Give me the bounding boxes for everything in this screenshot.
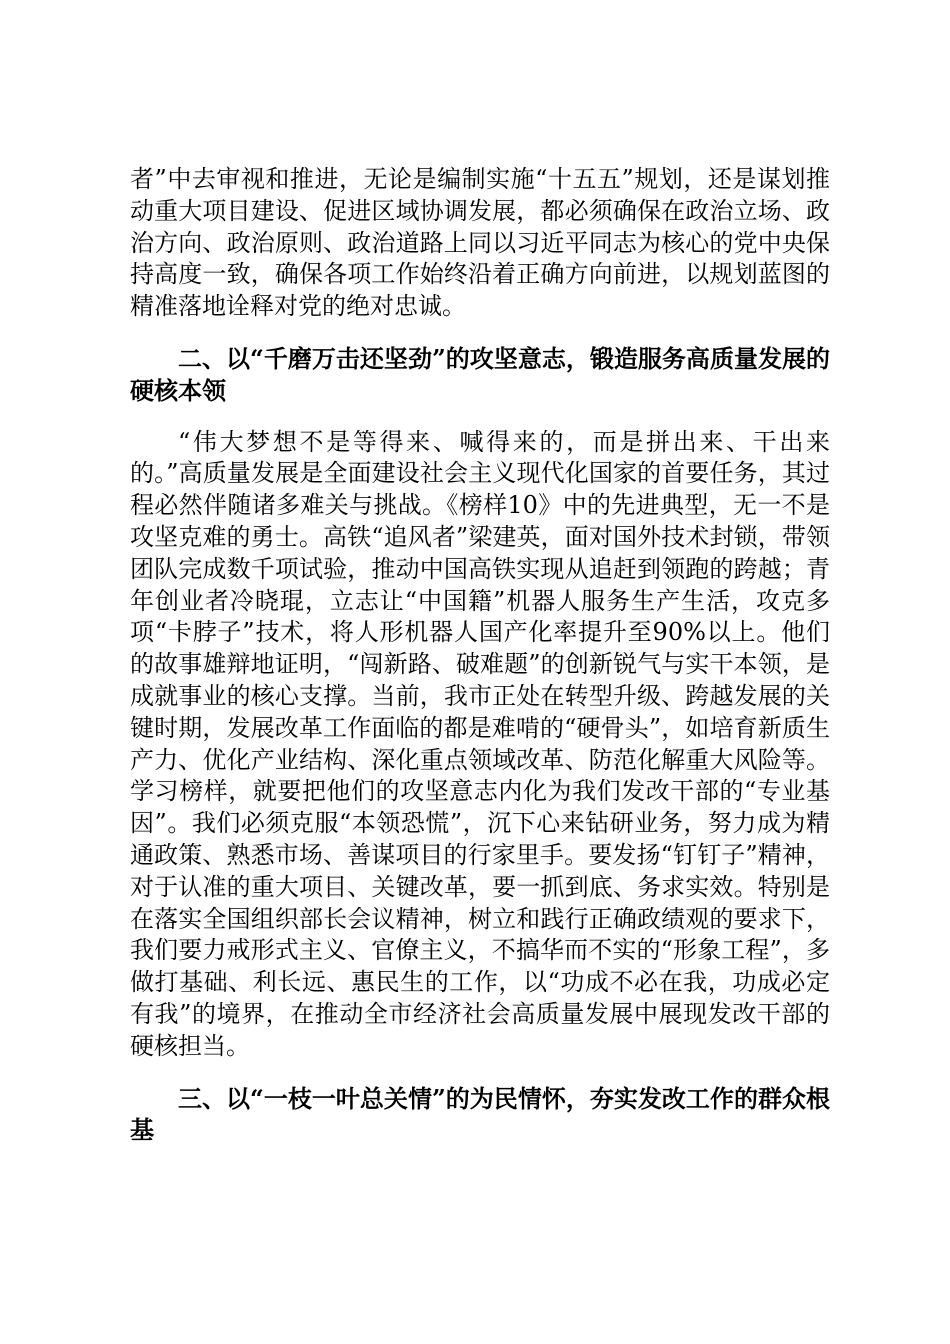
body-paragraph-continued: 者”中去审视和推进，无论是编制实施“十五五”规划，还是谋划推动重大项目建设、促进区域协调发展，都必须确保在政治立场、政治方向、政治原则、政治道路上同以习近平同志为核心的党中央保持高度一致，确保各项工作始终沿着正确方向前进，以规划蓝图的精准落地诠释对党的绝对忠诚。 xyxy=(130,165,830,321)
document-body xyxy=(130,164,830,1146)
section-heading-two: 二、以“千磨万击还坚劲”的攻坚意志，锻造服务高质量发展的硬核本领 xyxy=(130,343,830,405)
section-heading-three: 三、以“一枝一叶总关情”的为民情怀，夯实发改工作的群众根基 xyxy=(130,1083,830,1145)
body-paragraph-section-two: “伟大梦想不是等得来、喊得来的，而是拼出来、干出来的。”高质量发展是全面建设社会主义现代化国家的首要任务，其过程必然伴随诸多难关与挑战。《榜样10》中的先进典型，无一不是攻坚克难的勇士。高铁“追风者”梁建英，面对国外技术封锁，带领团队完成数千项试验，推动中国高铁实现从追赶到领跑的跨越；青年创业者冷晓琨，立志让“中国籍”机器人服务生产生活，攻克多项“卡脖子”技术，将人形机器人国产化率提升至90%以上。他们的故事雄辩地证明，“闯新路、破难题”的创新锐气与实干本领，是成就事业的核心支撑。当前，我市正处在转型升级、跨越发展的关键时期，发展改革工作面临的都是难啃的“硬骨头”，如培育新质生产力、优化产业结构、深化重点领域改革、防范化解重大风险等。学习榜样，就要把他们的攻坚意志内化为我们发改干部的“专业基因”。我们必须克服“本领恐慌”，沉下心来钻研业务，努力成为精通政策、熟悉市场、善谋项目的行家里手。要发扬“钉钉子”精神，对于认准的重大项目、关键改革，要一抓到底、务求实效。特别是在落实全国组织部长会议精神，树立和践行正确政绩观的要求下，我们要力戒形式主义、官僚主义，不搞华而不实的“形象工程”，多做打基础、利长远、惠民生的工作，以“功成不必在我，功成必定有我”的境界，在推动全市经济社会高质量发展中展现发改干部的硬核担当。 xyxy=(130,427,830,1060)
